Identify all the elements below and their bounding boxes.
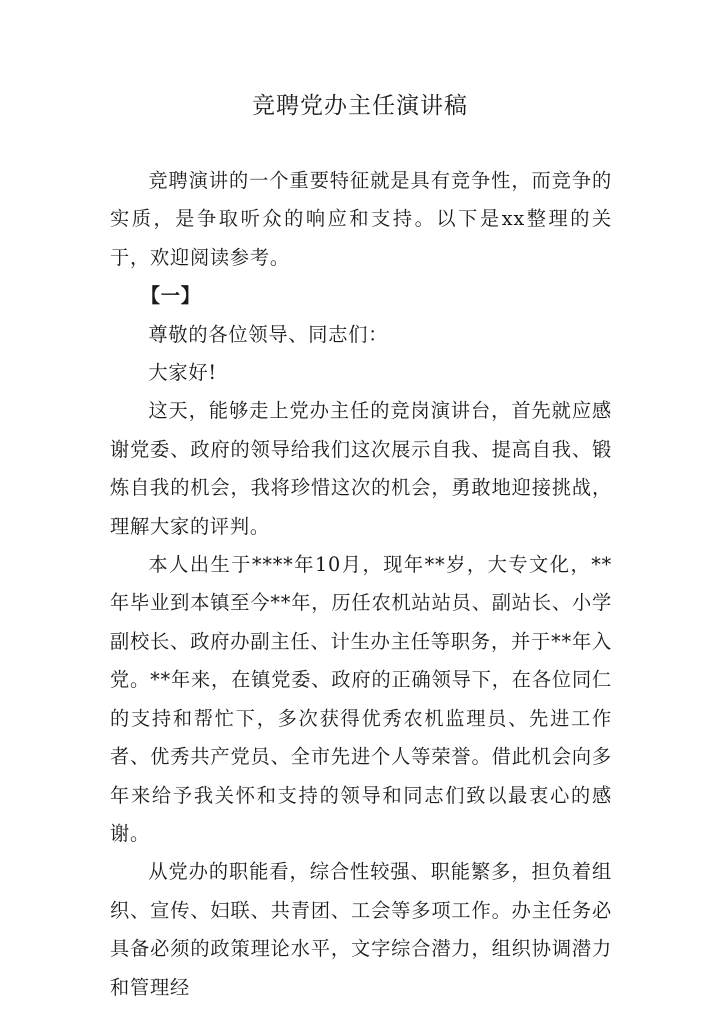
body-paragraph: 本人出生于****年10月，现年**岁，大专文化，**年毕业到本镇至今**年，历任农机站站员、副站长、小学副校长、政府办副主任、计生办主任等职务，并于**年入党。**年来，在镇党委、政府的正确领导下，在各位同仁的支持和帮忙下，多次获得优秀农机监理员、先进工作者、优秀共产党员、全市先进个人等荣誉。借此机会向多年来给予我关怀和支持的领导和同志们致以最衷心的感谢。	[110, 553, 612, 845]
salutation: 尊敬的各位领导、同志们：	[148, 322, 389, 346]
greeting: 大家好!	[148, 361, 217, 385]
body-paragraph: 这天，能够走上党办主任的竞岗演讲台，首先就应感谢党委、政府的领导给我们这次展示自我、提高自我、锻炼自我的机会，我将珍惜这次的机会，勇敢地迎接挑战，理解大家的评判。	[110, 399, 612, 538]
document-title: 竞聘党办主任演讲稿	[252, 93, 468, 119]
document-body	[110, 162, 612, 1007]
intro-paragraph: 竞聘演讲的一个重要特征就是具有竞争性，而竞争的实质，是争取听众的响应和支持。以下是xx整理的关于，欢迎阅读参考。	[110, 169, 612, 269]
body-paragraph: 从党办的职能看，综合性较强、职能繁多，担负着组织、宣传、妇联、共青团、工会等多项工作。办主任务必具备必须的政策理论水平，文字综合潜力，组织协调潜力和管理经	[110, 860, 612, 999]
section-heading: 【一】	[140, 284, 201, 308]
